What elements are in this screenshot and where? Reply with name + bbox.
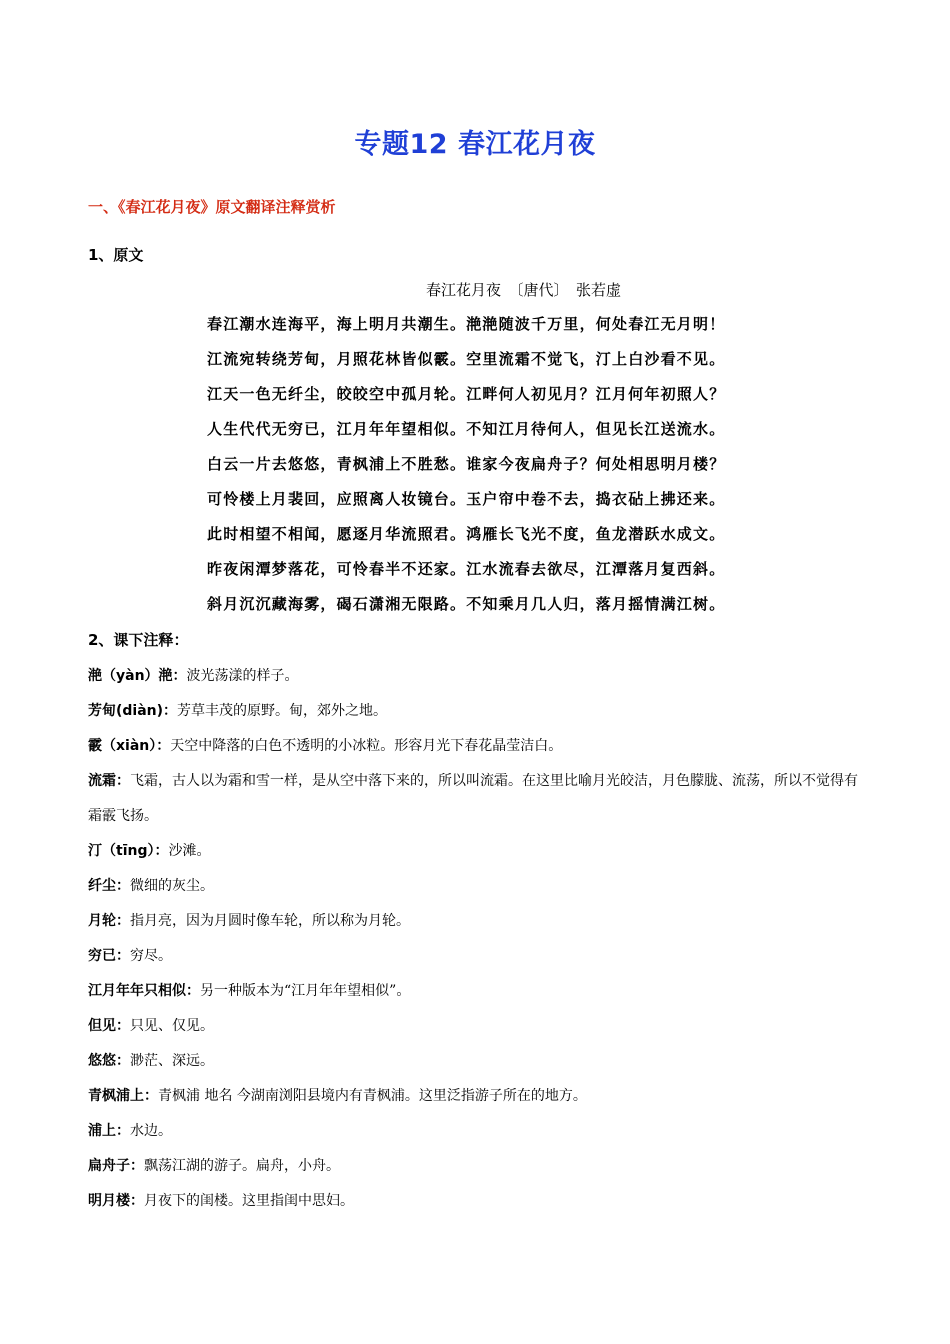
note-definition: 沙滩。 — [168, 843, 211, 859]
note-definition: 只见、仅见。 — [130, 1018, 214, 1034]
note-definition: 月夜下的闺楼。这里指闺中思妇。 — [144, 1193, 354, 1209]
original-text-heading: 1、原文 — [88, 246, 144, 264]
note-term: 芳甸(diàn)： — [88, 703, 178, 719]
poem-line: 江天一色无纤尘，皎皎空中孤月轮。江畔何人初见月？江月何年初照人？ — [207, 385, 726, 403]
note-definition: 另一种版本为“江月年年望相似”。 — [200, 983, 411, 999]
poem-line: 人生代代无穷已，江月年年望相似。不知江月待何人，但见长江送流水。 — [207, 420, 726, 438]
note-term: 明月楼： — [88, 1193, 144, 1209]
poem-title-author: 春江花月夜 〔唐代〕 张若虚 — [426, 281, 622, 299]
poem-body — [207, 312, 725, 627]
notes-heading: 2、课下注释： — [88, 631, 189, 649]
note-term: 但见： — [88, 1018, 130, 1034]
note-term: 霰（xiàn）： — [88, 738, 171, 754]
note-definition: 波光荡漾的样子。 — [186, 668, 299, 684]
note-term: 穷已： — [88, 948, 130, 964]
note-definition: 飘荡江湖的游子。扁舟，小舟。 — [144, 1158, 340, 1174]
note-definition: 芳草丰茂的原野。甸，郊外之地。 — [177, 703, 388, 719]
note-item — [88, 939, 863, 974]
note-item — [88, 694, 863, 729]
note-term: 江月年年只相似： — [88, 983, 200, 999]
note-term: 流霜： — [88, 773, 130, 789]
poem-line: 此时相望不相闻，愿逐月华流照君。鸿雁长飞光不度，鱼龙潜跃水成文。 — [207, 525, 726, 543]
note-item — [88, 729, 863, 764]
note-item — [88, 1184, 863, 1219]
poem-line: 斜月沉沉藏海雾，碣石潇湘无限路。不知乘月几人归，落月摇情满江树。 — [207, 595, 726, 613]
note-item — [88, 1114, 863, 1149]
note-item — [88, 659, 863, 694]
note-term: 汀（tīng）： — [88, 843, 169, 859]
notes-list — [88, 659, 863, 1219]
note-definition: 青枫浦 地名 今湖南浏阳县境内有青枫浦。这里泛指游子所在的地方。 — [158, 1088, 587, 1104]
note-item — [88, 869, 863, 904]
section-heading: 一、《春江花月夜》原文翻译注释赏析 — [88, 198, 336, 216]
note-item — [88, 1044, 863, 1079]
note-definition: 飞霜，古人以为霜和雪一样，是从空中落下来的，所以叫流霜。在这里比喻月光皎洁，月色朦胧、流荡，所以不觉得有霜霰飞扬。 — [88, 773, 858, 824]
note-item — [88, 834, 863, 869]
note-definition: 微细的灰尘。 — [130, 878, 214, 894]
note-item — [88, 904, 863, 939]
note-term: 青枫浦上： — [88, 1088, 158, 1104]
poem-line: 江流宛转绕芳甸，月照花林皆似霰。空里流霜不觉飞，汀上白沙看不见。 — [207, 350, 726, 368]
poem-line: 春江潮水连海平，海上明月共潮生。滟滟随波千万里，何处春江无月明！ — [207, 315, 726, 333]
note-item — [88, 1079, 863, 1114]
note-item — [88, 1009, 863, 1044]
note-term: 悠悠： — [88, 1053, 130, 1069]
note-item — [88, 974, 863, 1009]
note-definition: 穷尽。 — [130, 948, 172, 964]
poem-line: 白云一片去悠悠，青枫浦上不胜愁。谁家今夜扁舟子？何处相思明月楼？ — [207, 455, 726, 473]
note-term: 滟（yàn）滟： — [88, 668, 187, 684]
note-term: 浦上： — [88, 1123, 130, 1139]
page-title: 专题12 春江花月夜 — [354, 129, 596, 160]
note-definition: 渺茫、深远。 — [130, 1053, 214, 1069]
poem-line: 可怜楼上月裴回，应照离人妆镜台。玉户帘中卷不去，捣衣砧上拂还来。 — [207, 490, 726, 508]
note-term: 月轮： — [88, 913, 130, 929]
note-definition: 天空中降落的白色不透明的小冰粒。形容月光下春花晶莹洁白。 — [170, 738, 563, 754]
note-definition: 指月亮，因为月圆时像车轮，所以称为月轮。 — [130, 913, 410, 929]
note-term: 纤尘： — [88, 878, 130, 894]
note-item — [88, 1149, 863, 1184]
poem-line: 昨夜闲潭梦落花，可怜春半不还家。江水流春去欲尽，江潭落月复西斜。 — [207, 560, 726, 578]
note-term: 扁舟子： — [88, 1158, 144, 1174]
note-item — [88, 764, 863, 834]
note-definition: 水边。 — [130, 1123, 172, 1139]
